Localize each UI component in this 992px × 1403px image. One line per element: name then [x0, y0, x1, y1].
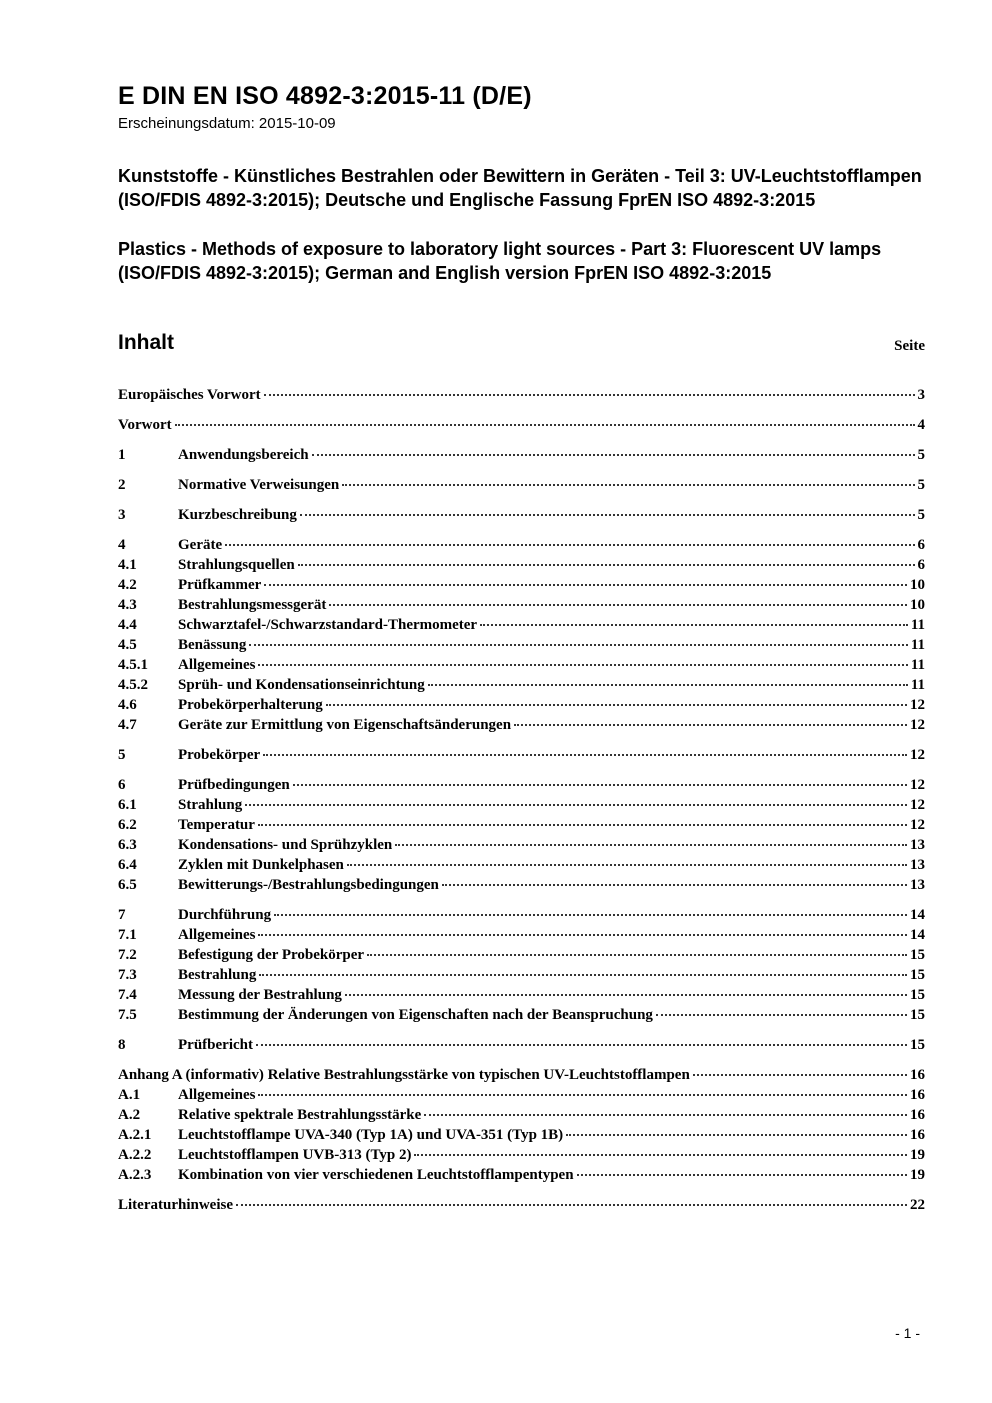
toc-entry-page: 14: [910, 907, 925, 924]
toc-entry: [118, 535, 925, 555]
toc-entry-title: Normative Verweisungen: [178, 477, 340, 494]
toc-leader-dots: [345, 994, 907, 996]
toc-entry-number: 6: [118, 777, 126, 794]
toc-entry-title: Kondensations- und Sprühzyklen: [178, 837, 393, 854]
toc-entry-page: 10: [910, 577, 925, 594]
toc-leader-dots: [424, 1114, 907, 1116]
toc-entry-title: Relative spektrale Bestrahlungsstärke: [178, 1107, 422, 1124]
toc-entry-title: Prüfbericht: [178, 1037, 253, 1054]
toc-entry: [118, 745, 925, 765]
toc-entry-page: 15: [910, 987, 925, 1004]
english-title: Plastics - Methods of exposure to laboratory light sources - Part 3: Fluorescent UV lamps (ISO/FDIS 4892-3:2015); German and English version FprEN ISO 4892-3:2015: [118, 238, 882, 283]
toc-entry-page: 11: [910, 657, 925, 674]
toc-entry-title: Kurzbeschreibung: [178, 507, 297, 524]
toc-entry-title: Anwendungsbereich: [178, 447, 309, 464]
toc-entry-title: Bestimmung der Änderungen von Eigenschaften nach der Beanspruchung: [178, 1007, 653, 1024]
toc-entry-number: 7.1: [118, 927, 137, 944]
toc-entry-number: 8: [118, 1037, 126, 1054]
toc-entry-page: 15: [910, 1007, 925, 1024]
toc-entry-number: 7.4: [118, 987, 137, 1004]
toc-leader-dots: [264, 394, 915, 396]
toc-entry: [118, 925, 925, 945]
toc-leader-dots: [259, 974, 907, 976]
toc-entry-page: 19: [910, 1147, 925, 1164]
toc-entry-title: Messung der Bestrahlung: [178, 987, 342, 1004]
toc-leader-dots: [300, 514, 915, 516]
toc-entry-page: 12: [910, 747, 925, 764]
toc-leader-dots: [342, 484, 914, 486]
toc-leader-dots: [428, 684, 908, 686]
toc-entry-page: 3: [917, 387, 925, 404]
toc-entry-title: Sprüh- und Kondensationseinrichtung: [178, 677, 425, 694]
toc-leader-dots: [274, 914, 907, 916]
toc-entry: [118, 945, 925, 965]
toc-entry-title: Befestigung der Probekörper: [178, 947, 365, 964]
toc-leader-dots: [326, 704, 907, 706]
toc-leader-dots: [258, 664, 907, 666]
toc-leader-dots: [225, 544, 914, 546]
toc-entry-title: Probekörperhalterung: [178, 697, 323, 714]
toc-entry-number: A.2.3: [118, 1167, 152, 1184]
toc-entry: [118, 695, 925, 715]
toc-entry: [118, 385, 925, 405]
toc-entry: [118, 675, 925, 695]
toc-entry-title: Leuchtstofflampen UVB-313 (Typ 2): [178, 1147, 412, 1164]
toc-leader-dots: [263, 754, 907, 756]
toc-entry: [118, 985, 925, 1005]
toc-entry-title: Anhang A (informativ) Relative Bestrahlungsstärke von typischen UV-Leuchtstofflampen: [118, 1067, 690, 1084]
toc-entry-page: 11: [910, 617, 925, 634]
toc-leader-dots: [258, 824, 907, 826]
toc-entry-number: 7.3: [118, 967, 137, 984]
toc-entry: [118, 835, 925, 855]
toc-entry-title: Durchführung: [178, 907, 272, 924]
toc-entry-number: A.2.1: [118, 1127, 152, 1144]
toc-leader-dots: [442, 884, 907, 886]
toc-entry-number: 7.5: [118, 1007, 137, 1024]
toc-entry-title: Probekörper: [178, 747, 261, 764]
toc-entry-title: Benässung: [178, 637, 247, 654]
toc-entry-page: 5: [917, 447, 925, 464]
toc-entry-number: 4.6: [118, 697, 137, 714]
toc-entry-number: A.1: [118, 1087, 141, 1104]
toc-entry: [118, 905, 925, 925]
toc-entry-page: 19: [910, 1167, 925, 1184]
toc-entry: [118, 635, 925, 655]
toc-entry-number: 5: [118, 747, 126, 764]
toc-entry-title: Kombination von vier verschiedenen Leuchtstofflampentypen: [178, 1167, 574, 1184]
toc-leader-dots: [293, 784, 907, 786]
toc-header-row: [118, 331, 925, 355]
toc-entry-number: 4.1: [118, 557, 137, 574]
toc-leader-dots: [236, 1204, 907, 1206]
toc-entry: [118, 1085, 925, 1105]
toc-entry-number: 4.2: [118, 577, 137, 594]
toc-entry: [118, 1005, 925, 1025]
toc-entry-title: Allgemeines: [178, 927, 256, 944]
toc-leader-dots: [298, 564, 915, 566]
toc-entry-number: 6.1: [118, 797, 137, 814]
toc-entry-page: 12: [910, 817, 925, 834]
publication-date: Erscheinungsdatum: 2015-10-09: [118, 115, 336, 132]
toc-entry-title: Prüfkammer: [178, 577, 262, 594]
toc-entry-title: Zyklen mit Dunkelphasen: [178, 857, 344, 874]
toc-entry: [118, 615, 925, 635]
toc-entry-title: Strahlung: [178, 797, 243, 814]
toc-entry-page: 12: [910, 797, 925, 814]
toc-entry-number: 4.3: [118, 597, 137, 614]
document-title: E DIN EN ISO 4892-3:2015-11 (D/E): [118, 82, 532, 110]
toc-entry: [118, 965, 925, 985]
toc-entry-number: A.2.2: [118, 1147, 152, 1164]
toc-entry-title: Schwarztafel-/Schwarzstandard-Thermometer: [178, 617, 478, 634]
toc-leader-dots: [256, 1044, 907, 1046]
toc-entry-number: 6.3: [118, 837, 137, 854]
toc-leader-dots: [566, 1134, 907, 1136]
toc-entry-number: 4: [118, 537, 126, 554]
toc-entry-number: 7: [118, 907, 126, 924]
toc-leader-dots: [329, 604, 907, 606]
toc-entry-page: 11: [910, 637, 925, 654]
toc-entry-page: 16: [910, 1067, 925, 1084]
toc-entry-number: 6.2: [118, 817, 137, 834]
toc-entry-page: 16: [910, 1107, 925, 1124]
toc-leader-dots: [577, 1174, 907, 1176]
toc-leader-dots: [480, 624, 908, 626]
toc-leader-dots: [249, 644, 907, 646]
toc-entry-number: 4.5: [118, 637, 137, 654]
toc-entry: [118, 815, 925, 835]
toc-entry: [118, 505, 925, 525]
toc-entry: [118, 775, 925, 795]
toc-entry-title: Leuchtstofflampe UVA-340 (Typ 1A) und UVA-351 (Typ 1B): [178, 1127, 564, 1144]
toc-entry-page: 15: [910, 947, 925, 964]
toc-entry: [118, 445, 925, 465]
toc-entry-page: 12: [910, 697, 925, 714]
toc-leader-dots: [367, 954, 907, 956]
toc-entry: [118, 475, 925, 495]
toc-entry-page: 14: [910, 927, 925, 944]
toc-entry-number: 4.5.2: [118, 677, 148, 694]
toc-entry: [118, 1195, 925, 1215]
toc-entry: [118, 715, 925, 735]
toc-entry-page: 5: [917, 477, 925, 494]
toc-entry-number: 4.5.1: [118, 657, 148, 674]
toc-entry-number: 4.4: [118, 617, 137, 634]
toc-leader-dots: [395, 844, 907, 846]
toc-entry-title: Bestrahlung: [178, 967, 257, 984]
toc-entry-number: 6.5: [118, 877, 137, 894]
toc-entry-title: Allgemeines: [178, 1087, 256, 1104]
toc-entry-page: 4: [917, 417, 925, 434]
toc-entry: [118, 575, 925, 595]
toc-entry-number: A.2: [118, 1107, 141, 1124]
toc-entry-title: Allgemeines: [178, 657, 256, 674]
toc-entry: [118, 875, 925, 895]
toc-entry-title: Geräte: [178, 537, 223, 554]
toc-entry: [118, 1145, 925, 1165]
toc-entry-page: 13: [910, 877, 925, 894]
toc-entry: [118, 795, 925, 815]
toc-entry-page: 15: [910, 1037, 925, 1054]
toc-entry-number: 1: [118, 447, 126, 464]
toc-leader-dots: [258, 934, 907, 936]
toc-entry: [118, 855, 925, 875]
toc-entry-page: 16: [910, 1127, 925, 1144]
toc-entry: [118, 655, 925, 675]
toc-entry-page: 22: [910, 1197, 925, 1214]
german-title: Kunststoffe - Künstliches Bestrahlen oder Bewittern in Geräten - Teil 3: UV-Leuchtstofflampen (ISO/FDIS 4892-3:2015); Deutsche und Englische Fassung FprEN ISO 4892-3:2015: [118, 166, 922, 211]
toc-leader-dots: [175, 424, 915, 426]
toc-entry-page: 6: [917, 557, 925, 574]
toc-entry-title: Literaturhinweise: [118, 1197, 233, 1214]
toc-entry-page: 13: [910, 857, 925, 874]
toc-list: [118, 385, 925, 1215]
toc-entry-page: 15: [910, 967, 925, 984]
toc-entry: [118, 1065, 925, 1085]
toc-entry-page: 16: [910, 1087, 925, 1104]
toc-entry: [118, 595, 925, 615]
toc-leader-dots: [514, 724, 907, 726]
toc-entry-number: 2: [118, 477, 126, 494]
toc-entry: [118, 555, 925, 575]
toc-entry-number: 7.2: [118, 947, 137, 964]
toc-entry-page: 13: [910, 837, 925, 854]
toc-heading: Inhalt: [118, 331, 174, 355]
toc-entry-page: 12: [910, 777, 925, 794]
toc-leader-dots: [347, 864, 907, 866]
toc-entry: [118, 415, 925, 435]
toc-leader-dots: [245, 804, 907, 806]
toc-entry: [118, 1035, 925, 1055]
toc-entry-title: Vorwort: [118, 417, 172, 434]
toc-entry-title: Temperatur: [178, 817, 255, 834]
toc-entry-page: 6: [917, 537, 925, 554]
toc-entry-number: 6.4: [118, 857, 137, 874]
toc-entry-page: 5: [917, 507, 925, 524]
footer-page-number: - 1 -: [895, 1325, 920, 1341]
toc-entry: [118, 1105, 925, 1125]
toc-leader-dots: [414, 1154, 907, 1156]
toc-entry-page: 11: [910, 677, 925, 694]
toc-entry-number: 4.7: [118, 717, 137, 734]
toc-page-label: Seite: [894, 338, 925, 355]
toc-entry-title: Bewitterungs-/Bestrahlungsbedingungen: [178, 877, 439, 894]
toc-leader-dots: [258, 1094, 907, 1096]
toc-entry-title: Geräte zur Ermittlung von Eigenschaftsänderungen: [178, 717, 512, 734]
toc-leader-dots: [264, 584, 907, 586]
toc-entry-title: Strahlungsquellen: [178, 557, 295, 574]
toc-entry: [118, 1125, 925, 1145]
toc-entry-page: 12: [910, 717, 925, 734]
toc-entry: [118, 1165, 925, 1185]
toc-entry-title: Prüfbedingungen: [178, 777, 290, 794]
toc-entry-page: 10: [910, 597, 925, 614]
toc-entry-title: Bestrahlungsmessgerät: [178, 597, 327, 614]
toc-entry-title: Europäisches Vorwort: [118, 387, 261, 404]
toc-leader-dots: [693, 1074, 907, 1076]
toc-leader-dots: [312, 454, 915, 456]
toc-leader-dots: [656, 1014, 907, 1016]
toc-entry-number: 3: [118, 507, 126, 524]
